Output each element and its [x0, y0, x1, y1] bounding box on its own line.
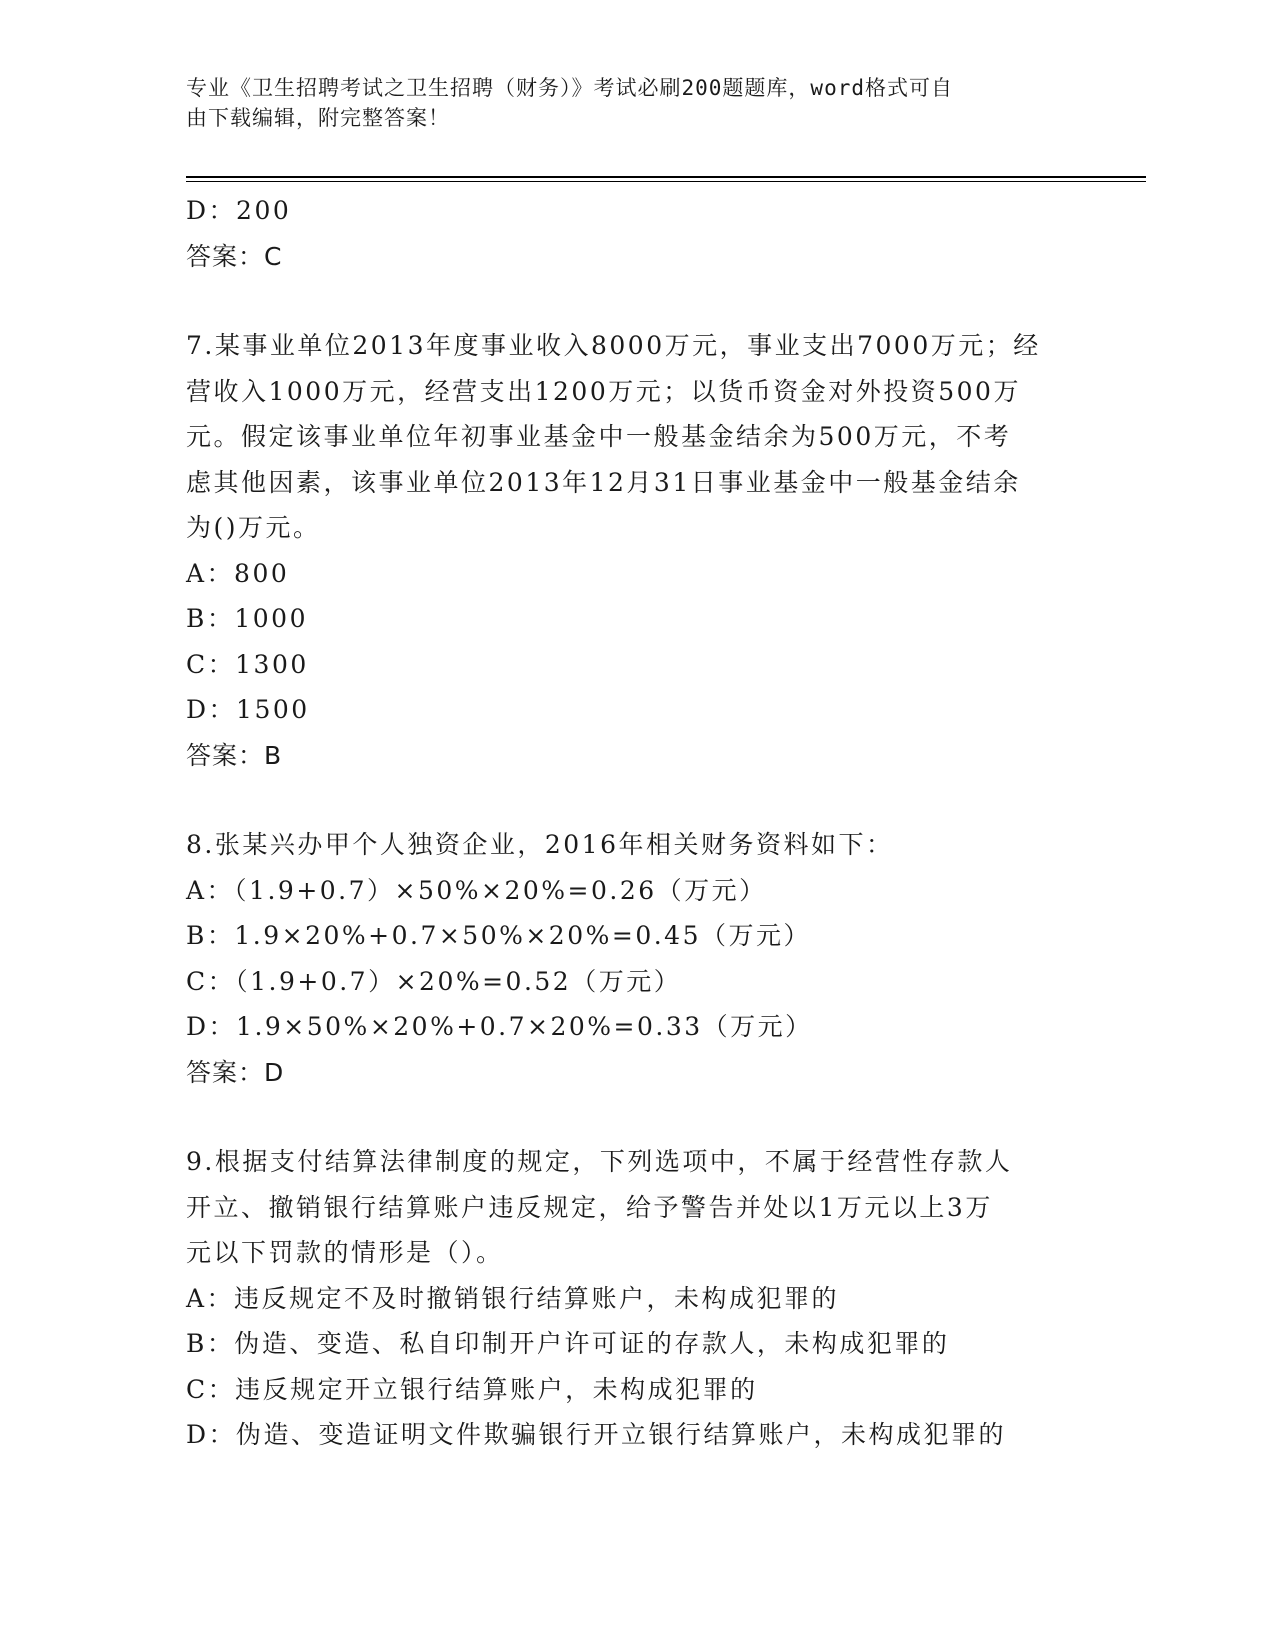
- question-stem-line: 元以下罚款的情形是（）。: [186, 1238, 504, 1267]
- option-b: B：1000: [186, 604, 308, 633]
- question-9: [186, 1139, 1086, 1458]
- option-d: D：1.9×50%×20%+0.7×20%=0.33（万元）: [186, 1012, 813, 1041]
- spacer: [186, 279, 1086, 323]
- option-a: A：800: [186, 558, 290, 588]
- question-stem-line: 营收入1000万元，经营支出1200万元；以货币资金对外投资500万: [186, 376, 1021, 406]
- option-d: D：伪造、变造证明文件欺骗银行开立银行结算账户，未构成犯罪的: [186, 1420, 1007, 1449]
- option-b: B：伪造、变造、私自印制开户许可证的存款人，未构成犯罪的: [186, 1329, 950, 1358]
- question-stem-line: 9.根据支付结算法律制度的规定，下列选项中，不属于经营性存款人: [186, 1147, 1013, 1176]
- header-rule-thick: [186, 176, 1146, 178]
- option-a: A：违反规定不及时撤销银行结算账户，未构成犯罪的: [186, 1283, 840, 1313]
- question-stem-line: 元。假定该事业单位年初事业基金中一般基金结余为500万元，不考: [186, 422, 1012, 451]
- spacer: [186, 778, 1086, 822]
- question-stem-line: 开立、撤销银行结算账户违反规定，给予警告并处以1万元以上3万: [186, 1192, 993, 1222]
- option-a: A：（1.9+0.7）×50%×20%=0.26（万元）: [186, 875, 767, 905]
- option-d: D：200: [186, 196, 292, 225]
- question-stem: 8.张某兴办甲个人独资企业，2016年相关财务资料如下：: [186, 830, 894, 859]
- option-d: D：1500: [186, 695, 310, 724]
- question-stem-line: 为()万元。: [186, 513, 321, 542]
- answer: 答案：C: [186, 241, 283, 271]
- header-line-1: 专业《卫生招聘考试之卫生招聘（财务）》考试必刷200题题库，word格式可自: [186, 76, 953, 100]
- question-6-continuation: [186, 188, 1086, 279]
- option-b: B：1.9×20%+0.7×50%×20%=0.45（万元）: [186, 921, 811, 950]
- answer: 答案：B: [186, 740, 283, 770]
- question-stem-line: 虑其他因素，该事业单位2013年12月31日事业基金中一般基金结余: [186, 467, 1021, 497]
- question-stem-line: 7.某事业单位2013年度事业收入8000万元，事业支出7000万元；经: [186, 331, 1041, 360]
- answer: 答案：D: [186, 1057, 285, 1087]
- option-c: C：（1.9+0.7）×20%=0.52（万元）: [186, 966, 682, 996]
- document-body: [186, 188, 1086, 1458]
- option-c: C：1300: [186, 649, 309, 679]
- header-line-2: 由下载编辑，附完整答案！: [186, 106, 450, 130]
- spacer: [186, 1095, 1086, 1139]
- question-8: [186, 822, 1086, 1095]
- option-c: C：违反规定开立银行结算账户，未构成犯罪的: [186, 1374, 758, 1404]
- question-7: [186, 323, 1086, 778]
- page-header: [186, 73, 1066, 133]
- header-rule-thin: [186, 181, 1146, 182]
